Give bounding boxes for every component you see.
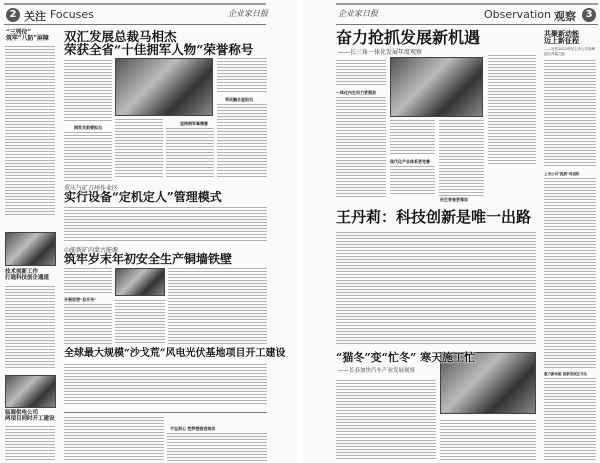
sidebar-text — [5, 46, 55, 216]
headline: “猫冬”变“忙冬” 寒天施工忙 — [336, 351, 476, 364]
subhead: 拥军支前要担当 — [74, 125, 102, 130]
article-text — [488, 55, 536, 165]
article-photo — [115, 58, 213, 116]
article-text — [64, 207, 267, 243]
article-text — [336, 97, 386, 197]
article-text — [64, 364, 267, 404]
article-text — [64, 268, 112, 293]
sidebar-text — [544, 60, 596, 168]
masthead-logo: 企业家日报 — [338, 9, 378, 18]
article-text — [115, 300, 165, 344]
section-title-en: Focuses — [50, 8, 94, 21]
article-text — [64, 132, 112, 182]
header-rule — [4, 24, 266, 25]
sidebar-photo — [5, 375, 56, 408]
headline: 奋力抢抓发展新机遇 — [336, 28, 481, 47]
headline: 实行设备“定机定人”管理模式 — [64, 190, 222, 204]
left-page — [0, 0, 298, 463]
article-text — [217, 104, 267, 179]
subhead: 民生答卷更厚实 — [440, 197, 468, 202]
headline: 筑牢岁末年初安全生产铜墙铁壁 — [64, 252, 233, 266]
right-page — [302, 0, 600, 463]
header-top-rule — [4, 3, 266, 5]
headline: 双汇发展总裁马相杰 荣获全省“十佳拥军人物”荣誉称号 — [64, 29, 254, 58]
sidebar-title: 技术创新工作 打通科技创企通道 — [5, 269, 50, 281]
article-text — [64, 417, 164, 461]
article-text — [390, 166, 435, 196]
header-top-rule — [336, 3, 598, 5]
subhead: 军民融合显担当 — [225, 97, 253, 102]
article-text — [336, 232, 536, 344]
headline: 全球最大规模“沙戈荒”风电光伏基地项目开工建设 — [64, 348, 286, 359]
article-photo — [115, 268, 165, 296]
section-title-en: Observation — [484, 8, 551, 21]
subhead: 现代化产业体系更完善 — [390, 159, 430, 164]
kicker: 重庆气矿万州作业区 — [64, 185, 119, 192]
masthead-logo: 企业家日报 — [228, 9, 268, 18]
article-photo — [390, 57, 483, 117]
article-text — [166, 128, 214, 178]
sidebar-text — [544, 378, 596, 460]
sidebar-title: 临海供电公司 两项目同时开工建设 — [5, 410, 55, 422]
sidebar-title: “三列位” 筑牢“八防”屏障 — [6, 29, 49, 43]
article-text — [115, 119, 163, 179]
article-text — [64, 304, 112, 344]
article-text — [217, 58, 267, 93]
sidebar-text — [5, 286, 55, 368]
subhead: 上市公司“提质”再进阶 — [544, 172, 580, 176]
subhead: 开展思想“总开关” — [64, 297, 97, 302]
subtitle: ——长春加快汽车产业发展观察 — [338, 368, 416, 374]
article-text — [440, 420, 536, 460]
sidebar-text — [5, 426, 55, 460]
sidebar-text — [544, 178, 596, 368]
sidebar-subtitle: ——写在2022中国上市公司高峰论坛开幕之际 — [544, 47, 595, 56]
subtitle: ——长三角一体化发展年度观察 — [338, 49, 423, 56]
page-number: 3 — [582, 8, 596, 22]
headline: 王丹莉：科技创新是唯一出路 — [336, 208, 532, 226]
article-text — [64, 60, 112, 122]
header-rule — [336, 24, 598, 25]
subhead: 不忘初心 把梦想照进现实 — [170, 426, 216, 431]
sidebar-photo — [5, 232, 56, 266]
article-text — [167, 433, 267, 461]
sidebar-title: 共聚新动能 迈上新征程 — [544, 29, 579, 46]
article-text — [390, 120, 435, 155]
subhead: 重力新动能 创新发展正当头 — [544, 372, 588, 376]
divider — [64, 412, 267, 413]
article-text — [439, 120, 484, 196]
page-number: 2 — [6, 8, 20, 22]
section-title: 观察 — [554, 10, 576, 23]
kicker: 山能新矿内蒙古能源 — [64, 247, 119, 254]
subhead: 一体化内生动力更强劲 — [336, 90, 376, 95]
article-text — [168, 268, 267, 344]
subhead: 坚持拥军真情意 — [180, 121, 208, 126]
article-text — [336, 380, 436, 460]
article-text — [336, 60, 386, 87]
section-title: 关注 — [24, 10, 46, 23]
